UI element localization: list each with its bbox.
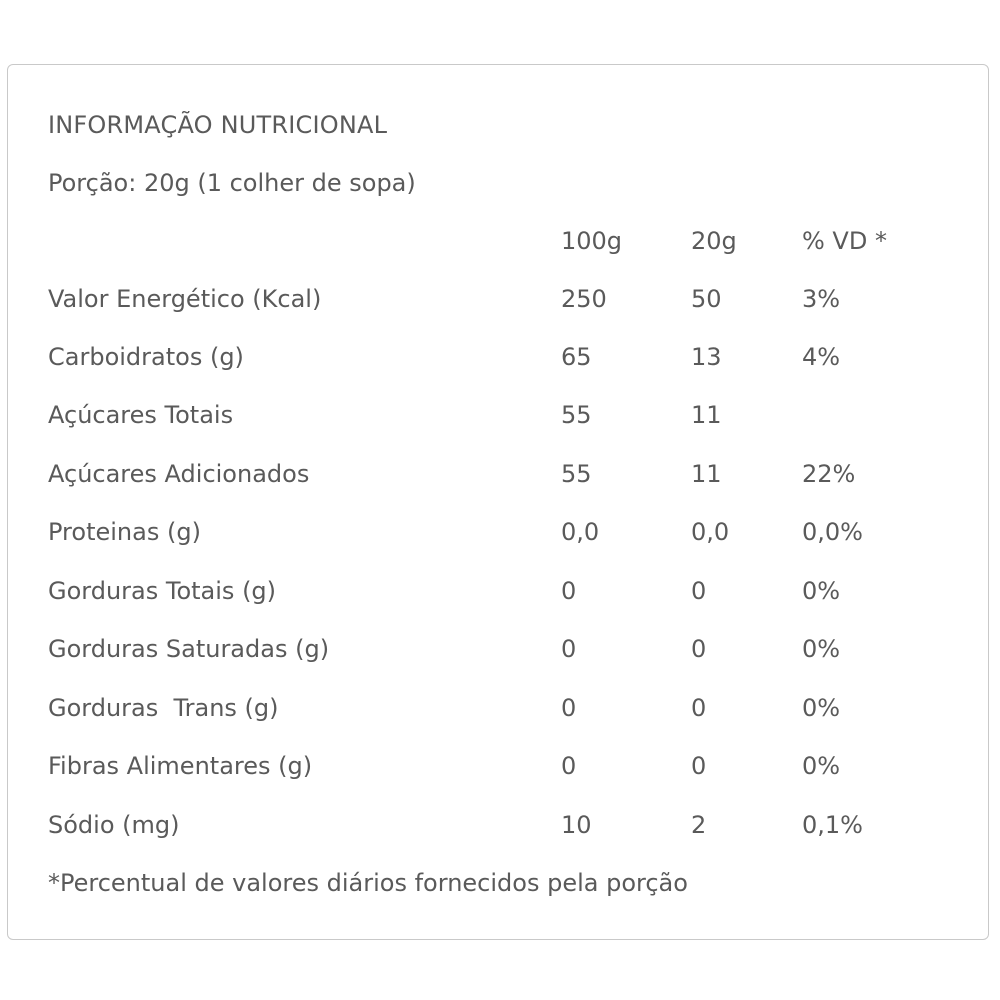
row-label: Gorduras Totais (g) (48, 577, 277, 605)
table-row (8, 634, 988, 664)
row-value-100g: 250 (561, 285, 607, 313)
row-value-100g: 0 (561, 635, 577, 663)
row-label: Fibras Alimentares (g) (48, 752, 313, 780)
row-value-20g: 0 (691, 694, 707, 722)
table-row (8, 693, 988, 723)
row-value-vd: 0,1% (802, 811, 863, 839)
row-value-vd: 3% (802, 285, 841, 313)
row-value-100g: 0 (561, 577, 577, 605)
row-label: Carboidratos (g) (48, 343, 244, 371)
row-value-100g: 55 (561, 401, 592, 429)
row-value-100g: 0 (561, 752, 577, 780)
table-row (8, 400, 988, 430)
row-value-100g: 65 (561, 343, 592, 371)
column-header-20g: 20g (691, 227, 737, 255)
row-value-20g: 0 (691, 635, 707, 663)
table-row (8, 342, 988, 372)
row-value-20g: 11 (691, 401, 722, 429)
row-value-100g: 10 (561, 811, 592, 839)
row-value-20g: 13 (691, 343, 722, 371)
row-label: Sódio (mg) (48, 811, 180, 839)
table-row (8, 576, 988, 606)
row-value-100g: 0,0 (561, 518, 600, 546)
row-value-vd: 0% (802, 577, 841, 605)
row-label: Proteinas (g) (48, 518, 201, 546)
row-value-vd: 22% (802, 460, 856, 488)
table-row (8, 751, 988, 781)
nutrition-facts-panel (7, 64, 989, 940)
portion-info: Porção: 20g (1 colher de sopa) (48, 169, 416, 197)
row-value-100g: 0 (561, 694, 577, 722)
table-row (8, 517, 988, 547)
row-value-20g: 0 (691, 752, 707, 780)
table-row (8, 810, 988, 840)
row-value-vd: 0,0% (802, 518, 863, 546)
footnote: *Percentual de valores diários fornecidos pela porção (48, 869, 688, 897)
row-value-20g: 50 (691, 285, 722, 313)
table-row (8, 459, 988, 489)
column-header-row (8, 226, 988, 256)
nutrition-title: INFORMAÇÃO NUTRICIONAL (48, 111, 388, 139)
row-label: Açúcares Totais (48, 401, 234, 429)
column-header-vd: % VD * (802, 227, 887, 255)
table-row (8, 284, 988, 314)
row-value-vd: 0% (802, 752, 841, 780)
row-label: Açúcares Adicionados (48, 460, 310, 488)
row-value-vd: 0% (802, 635, 841, 663)
row-value-100g: 55 (561, 460, 592, 488)
column-header-100g: 100g (561, 227, 623, 255)
row-value-20g: 0,0 (691, 518, 730, 546)
row-value-20g: 11 (691, 460, 722, 488)
row-value-20g: 2 (691, 811, 707, 839)
row-value-vd: 4% (802, 343, 841, 371)
row-value-20g: 0 (691, 577, 707, 605)
row-label: Gorduras Trans (g) (48, 694, 279, 722)
row-value-vd: 0% (802, 694, 841, 722)
row-label: Valor Energético (Kcal) (48, 285, 322, 313)
row-label: Gorduras Saturadas (g) (48, 635, 330, 663)
